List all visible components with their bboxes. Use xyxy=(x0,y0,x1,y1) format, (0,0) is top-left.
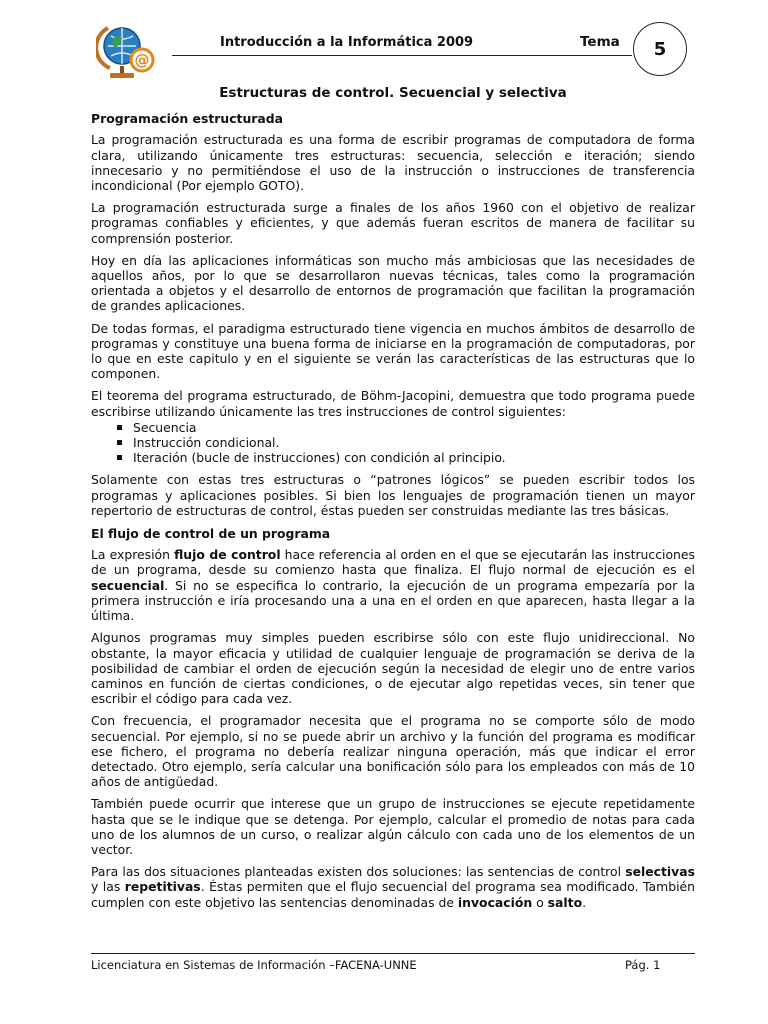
text-run: . xyxy=(582,894,587,910)
paragraph xyxy=(91,547,695,623)
paragraph: Algunos programas muy simples pueden escribirse sólo con este flujo unidireccional. No obstante, la mayor eficacia y utilidad de cualquier lenguaje de programación se deriva de la posibilidad de cambiar el orden de ejecución según la necesidad de elegir uno de entre varios caminos en función de ciertas condiciones, o de ejecutar algo repetidas veces, sin tener que escribir el código para cada vez. xyxy=(91,630,695,707)
page-number: Pág. 1 xyxy=(625,958,661,972)
header-title: Introducción a la Informática 2009 xyxy=(220,35,474,50)
paragraph: El teorema del programa estructurado, de Böhm-Jacopini, demuestra que todo programa puede escribirse utilizando únicamente las tres instrucciones de control siguientes: xyxy=(91,388,695,419)
paragraph: Solamente con estas tres estructuras o “patrones lógicos” se pueden escribir todos los programas y aplicaciones posibles. Si bien los lenguajes de programación tienen un mayor repertorio de estructuras de control, éstas pueden ser construidas mediante las tres básicas. xyxy=(91,472,695,518)
term-flujo-de-control: flujo de control xyxy=(174,547,281,563)
text-run: o xyxy=(532,894,548,910)
paragraph: Con frecuencia, el programador necesita que el programa no se comporte sólo de modo secuencial. Por ejemplo, si no se puede abrir un archivo y la función del programa es modificar ese fichero, el programa no debería realizar ninguna operación, más que indicar el error detectado. Otro ejemplo, sería calcular una bonificación sólo para los empleados con más de 10 años de antigüedad. xyxy=(91,713,695,790)
footer-institution: Licenciatura en Sistemas de Información –FACENA-UNNE xyxy=(91,958,417,972)
control-structures-list xyxy=(91,420,695,466)
text-run: hace referencia al orden en el que se ejecutarán las instrucciones de un programa, desde su comienzo hasta que finaliza. El flujo normal de ejecución es el xyxy=(91,547,695,578)
paragraph: La programación estructurada es una forma de escribir programas de computadora de forma clara, utilizando únicamente tres estructuras: secuencia, selección e iteración; siendo innecesario y no permitiéndose el uso de la instrucción o instrucciones de transferencia incondicional (Por ejemplo GOTO). xyxy=(91,132,695,194)
tema-number-badge xyxy=(633,22,687,76)
tema-label: Tema xyxy=(580,34,620,50)
text-run: La expresión xyxy=(91,547,175,563)
term-repetitivas: repetitivas xyxy=(124,879,201,895)
list-item: Iteración (bucle de instrucciones) con condición al principio. xyxy=(117,450,695,465)
term-invocacion: invocación xyxy=(457,894,533,910)
header-rule xyxy=(172,55,632,56)
footer-rule xyxy=(91,953,695,954)
list-item: Secuencia xyxy=(117,420,695,435)
page-content xyxy=(91,86,695,917)
paragraph: Hoy en día las aplicaciones informáticas son mucho más ambiciosas que las necesidades de aquellos años, por lo que se desarrollaron nuevas técnicas, tales como la programación orientada a objetos y el desarrollo de entornos de programación que facilitan la programación de grandes aplicaciones. xyxy=(91,252,695,314)
term-salto: salto xyxy=(547,894,583,910)
tema-number: 5 xyxy=(653,38,667,60)
term-selectivas: selectivas xyxy=(625,864,695,880)
text-run: y las xyxy=(91,879,125,895)
svg-text:@: @ xyxy=(134,51,150,69)
text-run: . Si no se especifica lo contrario, la ejecución de un programa empezaría por la primera instrucción e iría procesando una a una en el orden en que aparecen, hasta llegar a la última. xyxy=(91,577,695,624)
paragraph: De todas formas, el paradigma estructurado tiene vigencia en muchos ámbitos de desarrollo de programas y constituye una buena forma de iniciarse en la programación de computadoras, por lo que en este capitulo y en el siguiente se verán las características de las estructuras que lo componen. xyxy=(91,320,695,382)
list-item: Instrucción condicional. xyxy=(117,435,695,450)
section-heading-programacion: Programación estructurada xyxy=(91,111,283,127)
text-run: . Éstas permiten que el flujo secuencial del programa sea modificado. También cumplen con este objetivo las sentencias denominadas de xyxy=(91,879,695,910)
document-title: Estructuras de control. Secuencial y selectiva xyxy=(219,85,567,101)
text-run: Para las dos situaciones planteadas existen dos soluciones: las sentencias de control xyxy=(91,864,626,880)
section-heading-flujo: El flujo de control de un programa xyxy=(91,526,331,542)
paragraph xyxy=(91,864,695,910)
term-secuencial: secuencial xyxy=(91,577,165,593)
paragraph: También puede ocurrir que interese que un grupo de instrucciones se ejecute repetidamente hasta que se le indique que se detenga. Por ejemplo, calcular el promedio de notas para cada uno de los alumnos de un curso, o realizar algún cálculo con cada uno de los elementos de un vector. xyxy=(91,796,695,857)
paragraph: La programación estructurada surge a finales de los años 1960 con el objetivo de realizar programas confiables y eficientes, y que además fueran escritos de manera de facilitar su comprensión posterior. xyxy=(91,200,695,246)
globe-at-sign-icon xyxy=(96,20,158,80)
